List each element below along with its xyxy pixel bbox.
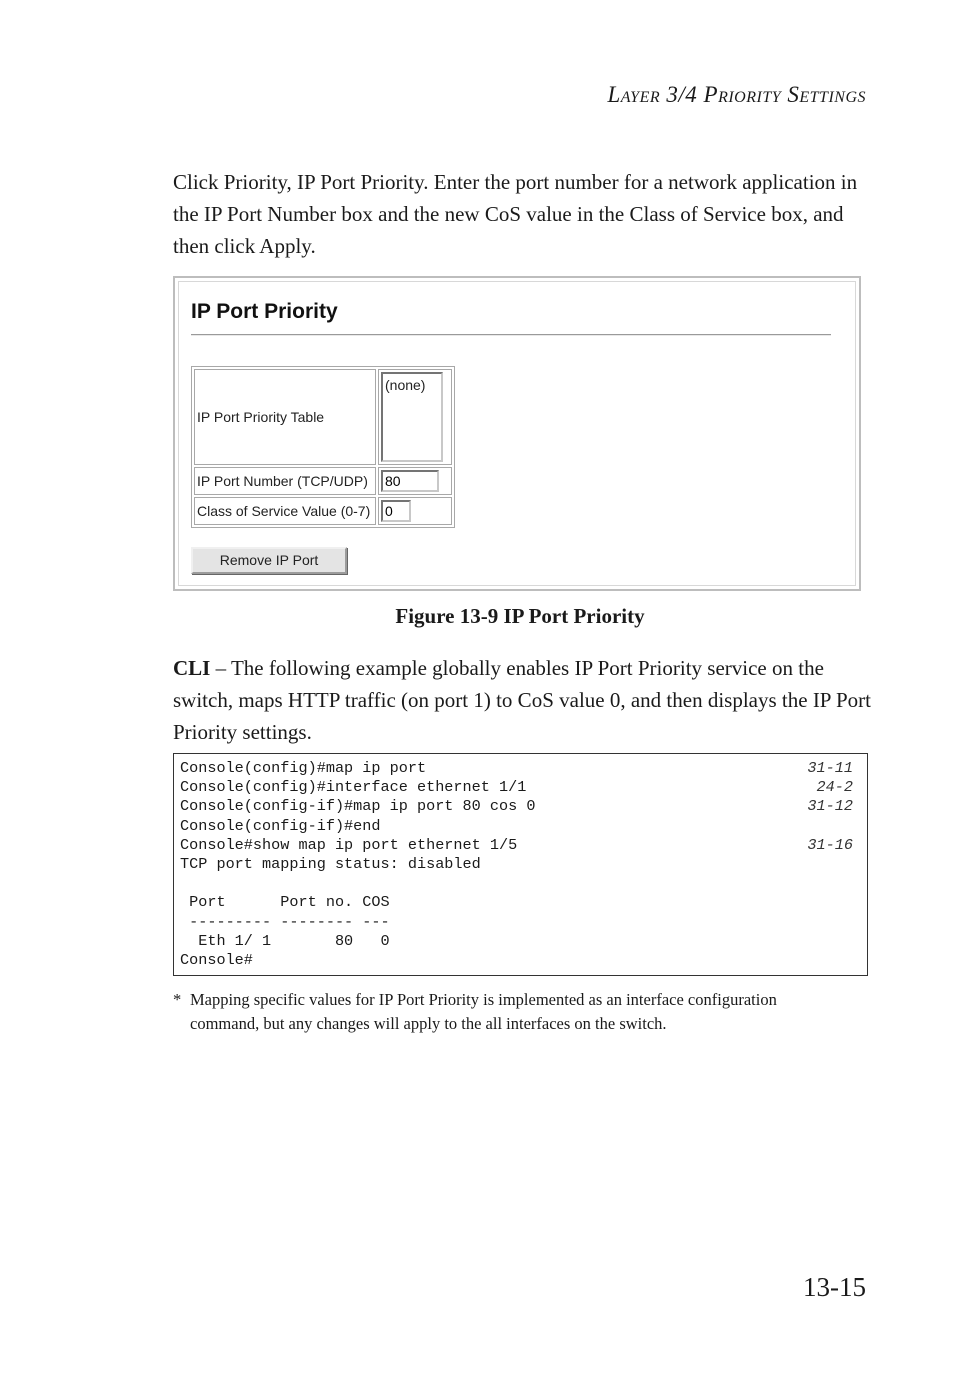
- code-page-ref: 31-16: [807, 835, 853, 854]
- port-number-label: IP Port Number (TCP/UDP): [194, 467, 376, 495]
- ip-port-priority-screenshot: [173, 276, 861, 591]
- priority-table-cell: [378, 369, 452, 465]
- cos-value-cell: [378, 497, 452, 525]
- cos-value-label: Class of Service Value (0-7): [194, 497, 376, 525]
- cli-description: – The following example globally enables IP Port Priority service on the switch, maps HTTP traffic (on port 1) to CoS value 0, and then displays the IP Port Priority settings.: [173, 656, 871, 744]
- port-number-row: [194, 467, 452, 495]
- page-number: 13-15: [803, 1272, 866, 1302]
- intro-paragraph: Click Priority, IP Port Priority. Enter the port number for a network application in the IP Port Number box and the new CoS value in the Class of Service box, and then click Apply.: [173, 170, 858, 258]
- priority-table-listbox[interactable]: [381, 372, 443, 462]
- settings-form: [191, 366, 455, 528]
- code-text: Console#show map ip port ethernet 1/5: [180, 835, 518, 854]
- figure-caption: Figure 13-9 IP Port Priority: [395, 604, 645, 628]
- code-line: [180, 893, 861, 912]
- code-text: Console(config)#map ip port: [180, 759, 427, 777]
- cli-code-block: [173, 753, 868, 976]
- priority-table-item[interactable]: (none): [385, 377, 426, 393]
- code-text: TCP port mapping status: disabled: [180, 854, 481, 873]
- code-text: Eth 1/ 1 80 0: [180, 931, 390, 950]
- code-line: [180, 797, 861, 816]
- code-line: [180, 855, 861, 874]
- cos-value-row: [194, 497, 452, 525]
- code-line: [180, 874, 861, 893]
- code-text: Console(config-if)#end: [180, 816, 381, 835]
- cli-paragraph: [173, 652, 873, 748]
- code-page-ref: 31-11: [807, 759, 853, 777]
- code-line: [180, 951, 861, 970]
- footnote-text: Mapping specific values for IP Port Priority is implemented as an interface configuration command, but any changes will apply to the all interfaces on the switch.: [190, 990, 777, 1033]
- footnote-marker: *: [173, 990, 182, 1009]
- code-page-ref: 31-12: [807, 797, 853, 816]
- priority-table-label: IP Port Priority Table: [194, 369, 376, 465]
- port-number-input[interactable]: [381, 470, 439, 492]
- code-line: [180, 932, 861, 951]
- code-line: [180, 913, 861, 932]
- code-line: [180, 836, 861, 855]
- remove-ip-port-button[interactable]: Remove IP Port: [191, 547, 347, 574]
- cli-lead: CLI: [173, 656, 211, 680]
- cos-value-input[interactable]: [381, 500, 411, 522]
- code-page-ref: 24-2: [816, 778, 853, 797]
- title-divider: [191, 334, 831, 336]
- footnote: [173, 988, 833, 1036]
- code-line: [180, 778, 861, 797]
- code-text: Console(config-if)#map ip port 80 cos 0: [180, 797, 536, 816]
- code-text: Console(config)#interface ethernet 1/1: [180, 778, 527, 797]
- code-text: --------- -------- ---: [180, 912, 390, 931]
- code-text: Console#: [180, 950, 253, 969]
- code-line: [180, 759, 861, 778]
- running-header: Layer 3/4 Priority Settings: [607, 82, 866, 107]
- code-text: Port Port no. COS: [180, 893, 390, 912]
- priority-table-row: [194, 369, 452, 465]
- panel-title: IP Port Priority: [191, 300, 338, 323]
- code-line: [180, 817, 861, 836]
- port-number-cell: [378, 467, 452, 495]
